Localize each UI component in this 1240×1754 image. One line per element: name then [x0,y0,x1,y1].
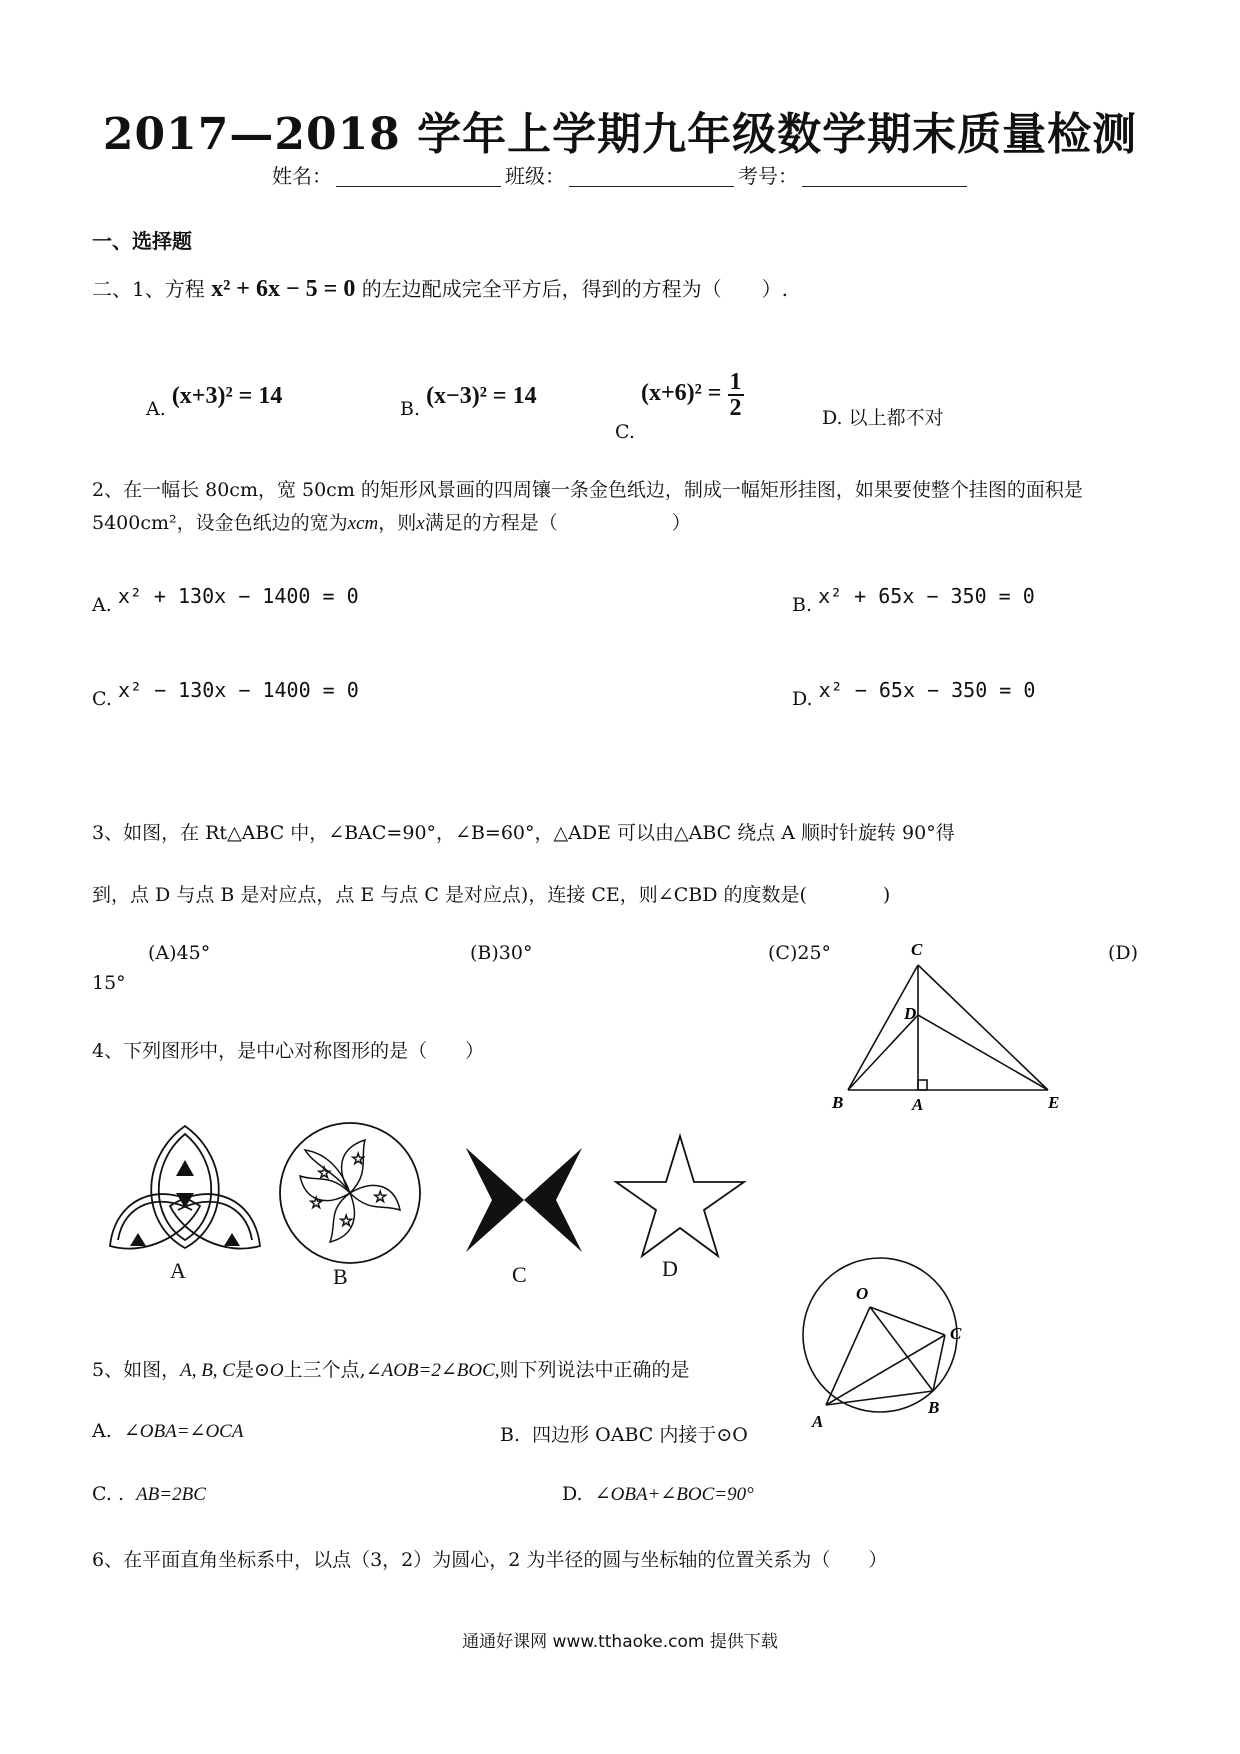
q2-text-b: ，则 [378,512,417,534]
q1-option-c [615,369,744,443]
q1-option-b [400,383,537,422]
section-heading: 一、选择题 [92,229,192,253]
option-expr: (x+6)² = [640,380,722,406]
q5-text-e: 上三个点, [283,1359,366,1381]
student-info-row [272,160,971,189]
q5-circle-figure [790,1255,985,1430]
question-1 [92,273,788,303]
q2-option-c [92,678,359,710]
fraction-denominator: 2 [729,395,742,421]
option-label: A. [92,594,112,616]
class-label: 班级： [505,164,565,188]
q2-var-x: x [416,513,425,534]
option-label: A. [92,1420,112,1442]
q1-prefix: 二、1、方程 [92,277,205,301]
option-fraction [728,370,744,420]
label-d: D [904,1004,917,1023]
option-label: D. [792,688,813,710]
option-label: C. [615,421,635,443]
label-e: E [1048,1093,1060,1112]
svg-text:☆: ☆ [351,1149,366,1168]
svg-text:☆: ☆ [373,1187,388,1206]
q4-figure-c [462,1142,587,1257]
option-expr: x² + 130x − 1400 = 0 [117,584,359,608]
option-label: C. . [92,1483,124,1505]
name-label: 姓名： [272,164,332,188]
page-footer: 通通好课网 www.tthaoke.com 提供下载 [462,1632,778,1652]
right-angle-mark [918,1080,927,1090]
svg-text:☆: ☆ [339,1211,354,1230]
q5-text-g: 则下列说法中正确的是 [499,1359,690,1381]
option-text: AB=2BC [136,1484,206,1505]
segment-de [918,1015,1048,1090]
label-a: A [912,1095,924,1114]
number-label: 考号： [738,164,798,188]
q4-figure-a [100,1118,270,1268]
q2-option-d [792,678,1036,710]
q4-text: 4、下列图形中，是中心对称图形的是（ ） [92,1040,485,1062]
q4-label-c: C [512,1262,527,1287]
label-b: B [928,1398,940,1417]
label-b: B [832,1093,844,1112]
option-label: C. [92,688,112,710]
q3-option-d-value: 15° [92,972,126,994]
q2-option-a [92,584,359,616]
q5-angle-condition: ∠AOB=2∠BOC, [365,1360,500,1381]
q5-points: A, B, C [180,1360,235,1381]
segment-ce [918,965,1048,1090]
number-blank [802,166,967,187]
option-text: ∠OBA=∠OCA [123,1421,244,1442]
q5-option-b [500,1420,748,1447]
q5-circle-o: O [269,1360,284,1381]
q6-text: 6、在平面直角坐标系中，以点（3，2）为圆心，2 为半径的圆与坐标轴的位置关系为（ ） [92,1549,888,1571]
option-text: 四边形 OABC 内接于⊙O [532,1424,748,1446]
option-label: B. [400,398,421,420]
name-blank [336,166,501,187]
q2-option-b [792,584,1035,616]
q2-var-xcm: xcm [347,513,379,534]
option-label: D. [562,1483,583,1505]
option-label: D. [822,407,843,429]
class-blank [569,166,734,187]
q2-line-1: 2、在一幅长 80cm，宽 50cm 的矩形风景画的四周镶一条金色纸边，制成一幅矩形挂图，如果要使整个挂图的面积是 [92,479,1083,501]
q2-text-c: 满足的方程是（ ） [424,512,691,534]
q3-option-d: (D) [1108,942,1139,964]
fraction-numerator: 1 [729,369,742,395]
q1-equation: x² + 6x − 5 = 0 [211,276,356,302]
q5-option-a [92,1420,243,1443]
option-label: B. [792,594,813,616]
q2-text-a: 5400cm²，设金色纸边的宽为 [92,512,348,534]
q4-label-b: B [333,1264,348,1289]
label-c: C [950,1324,962,1343]
option-expr: (x−3)² = 14 [426,383,537,409]
q5-text-c: 是⊙ [234,1359,270,1381]
q1-suffix: 的左边配成完全平方后，得到的方程为（ ）. [361,277,789,301]
q3-option-c: (C)25° [768,942,832,964]
svg-text:☆: ☆ [317,1163,332,1182]
q4-label-a: A [170,1258,186,1283]
label-o: O [856,1284,869,1303]
option-expr: x² + 65x − 350 = 0 [818,584,1035,608]
option-expr: x² − 130x − 1400 = 0 [117,678,359,702]
option-label: A. [146,398,166,420]
option-expr: (x+3)² = 14 [171,383,283,409]
option-text: ∠OBA+∠BOC=90° [594,1484,754,1505]
q4-figure-d [610,1130,750,1260]
q3-option-b: (B)30° [470,942,533,964]
option-text: 以上都不对 [848,407,944,429]
segment-bc [848,965,918,1090]
svg-text:☆: ☆ [309,1193,324,1212]
label-a: A [812,1412,824,1430]
q5-text [92,1355,690,1382]
q1-option-d [822,403,944,430]
q1-option-a [146,383,283,422]
q2-line-2 [92,508,691,535]
q5-option-c [92,1483,206,1506]
exam-title: 2017—2018 学年上学期九年级数学期末质量检测 [102,109,1138,160]
q3-triangle-figure [820,935,1080,1120]
option-expr: x² − 65x − 350 = 0 [818,678,1036,702]
label-c: C [911,940,923,959]
q5-text-a: 5、如图， [92,1359,181,1381]
q3-line-1: 3、如图，在 Rt△ABC 中，∠BAC=90°，∠B=60°，△ADE 可以由△ABC 绕点 A 顺时针旋转 90°得 [92,822,955,844]
q3-line-2: 到，点 D 与点 B 是对应点，点 E 与点 C 是对应点)，连接 CE，则∠CBD 的度数是( ) [92,884,891,906]
q4-label-d: D [662,1256,678,1281]
q4-figure-b [275,1118,425,1268]
option-label: B. [500,1424,521,1446]
q3-option-a: (A)45° [148,942,211,964]
q5-option-d [562,1483,754,1506]
